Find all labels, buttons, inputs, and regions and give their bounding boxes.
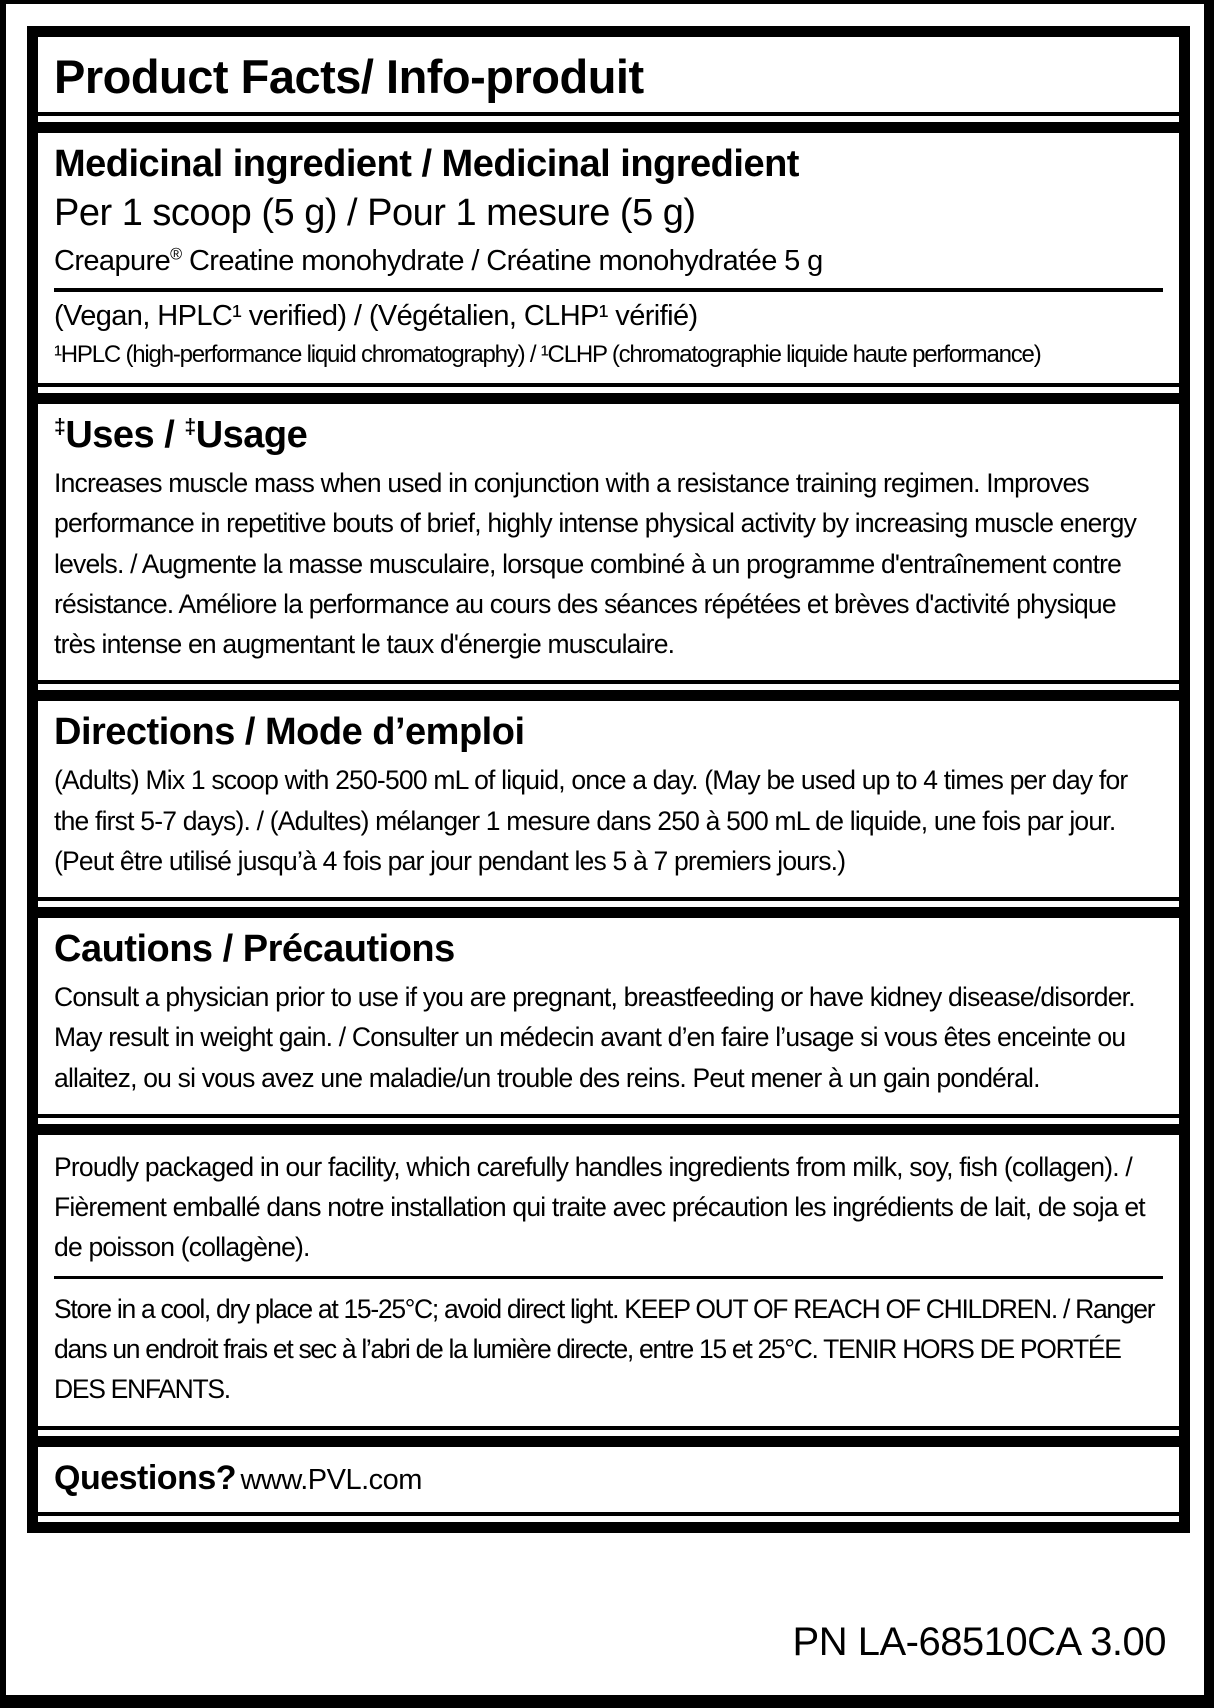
directions-heading: Directions / Mode d’emploi <box>54 711 525 754</box>
hplc-footnote: ¹HPLC (high-performance liquid chromatography) / ¹CLHP (chromatographie liquide haute performance) <box>54 341 1041 368</box>
section-rule <box>54 288 1163 292</box>
cautions-section <box>38 907 1179 1118</box>
uses-heading: ‡Uses / ‡Usage <box>54 414 308 456</box>
questions-label: Questions? <box>54 1458 237 1497</box>
medicinal-ingredient-section <box>38 122 1179 387</box>
medicinal-heading: Medicinal ingredient / Medicinal ingredient <box>54 143 799 185</box>
title-section <box>38 37 1179 116</box>
directions-body: (Adults) Mix 1 scoop with 250-500 mL of liquid, once a day. (May be used up to 4 times per day for the first 5-7 days). / (Adultes) mélanger 1 mesure dans 250 à 500 mL de liquide, une fois par jour. (Peut être utilisé jusqu’à 4 fois par jour pendant les 5 à 7 premiers jours.) <box>54 765 1128 876</box>
product-facts-panel <box>27 26 1190 1533</box>
allergen-storage-section <box>38 1124 1179 1430</box>
serving-size: Per 1 scoop (5 g) / Pour 1 mesure (5 g) <box>54 192 696 234</box>
cautions-body: Consult a physician prior to use if you are pregnant, breastfeeding or have kidney disease/disorder. May result in weight gain. / Consulter un médecin avant d’en faire l’usage si vous êtes enceinte ou allaitez, ou si vous avez une maladie/un trouble des reins. Peut mener à un gain pondéral. <box>54 982 1135 1093</box>
verification-line: (Vegan, HPLC¹ verified) / (Végétalien, CLHP¹ vérifié) <box>54 300 698 332</box>
part-number: PN LA-68510CA 3.00 <box>792 1620 1166 1664</box>
section-rule <box>54 1276 1163 1279</box>
uses-body: Increases muscle mass when used in conjunction with a resistance training regimen. Improves performance in repetitive bouts of brief, highly intense physical activity by increasing muscle energy levels. / Augmente la masse musculaire, lorsque combiné à un programme d'entraînement contre résistance. Améliore la performance au cours des séances répétées et brèves d'activité physique très intense en augmentant le taux d'énergie musculaire. <box>54 468 1137 660</box>
directions-section <box>38 690 1179 901</box>
page-title: Product Facts/ Info-produit <box>54 50 644 103</box>
questions-url: www.PVL.com <box>240 1463 422 1496</box>
cautions-heading: Cautions / Précautions <box>54 928 455 971</box>
questions-section <box>38 1436 1179 1516</box>
ingredient-line: Creapure® Creatine monohydrate / Créatine monohydratée 5 g <box>54 245 823 277</box>
questions-line <box>54 1459 1163 1498</box>
uses-section <box>38 393 1179 684</box>
storage-statement: Store in a cool, dry place at 15-25°C; avoid direct light. KEEP OUT OF REACH OF CHILDREN. / Ranger dans un endroit frais et sec à l’abri de la lumière directe, entre 15 et 25°C. TENIR HORS DE PORTÉE DES ENFANTS. <box>54 1293 1155 1405</box>
allergen-statement: Proudly packaged in our facility, which carefully handles ingredients from milk, soy, fish (collagen). / Fièrement emballé dans notre installation qui traite avec précaution les ingrédients de lait, de soja et de poisson (collagène). <box>54 1151 1145 1263</box>
